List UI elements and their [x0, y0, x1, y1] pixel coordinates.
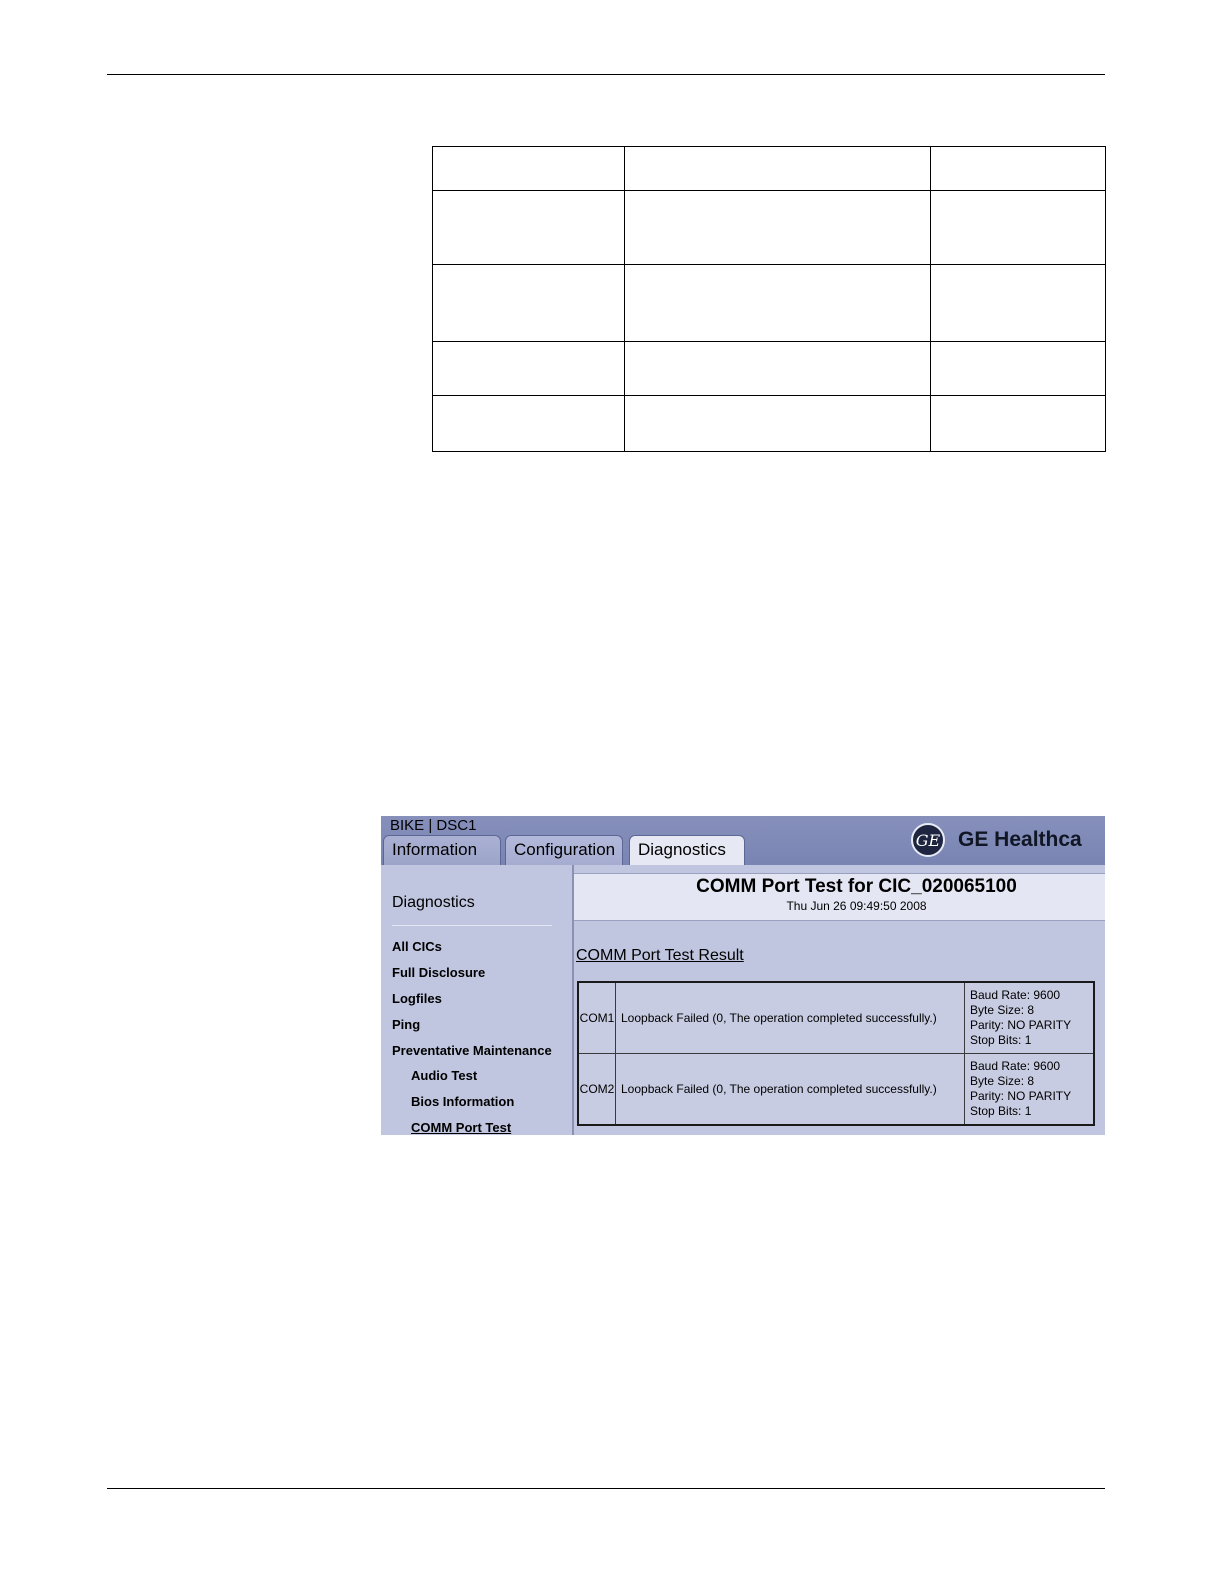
sidebar-item-full-disclosure[interactable]: Full Disclosure — [392, 965, 486, 980]
table-row — [578, 982, 1094, 1054]
table-cell — [625, 342, 931, 396]
parity: Parity: NO PARITY — [970, 1089, 1072, 1103]
table-cell — [931, 342, 1106, 396]
app-header — [381, 816, 1105, 865]
diagnostics-screenshot — [381, 816, 1105, 1135]
result-header — [574, 873, 1105, 921]
port-name: COM2 — [578, 1054, 616, 1126]
byte-size: Byte Size: 8 — [970, 1074, 1035, 1088]
table-cell — [931, 147, 1106, 191]
byte-size: Byte Size: 8 — [970, 1003, 1035, 1017]
baud-rate: Baud Rate: 9600 — [970, 1059, 1061, 1073]
port-status: Loopback Failed (0, The operation completed successfully.) — [616, 1054, 965, 1126]
table-cell — [625, 147, 931, 191]
sidebar-item-preventative-maintenance[interactable]: Preventative Maintenance — [392, 1043, 552, 1058]
document-table — [432, 146, 1106, 452]
sidebar — [381, 865, 574, 1135]
port-params — [965, 982, 1095, 1054]
port-results-table — [577, 981, 1095, 1126]
table-cell — [931, 265, 1106, 342]
stop-bits: Stop Bits: 1 — [970, 1104, 1032, 1118]
table-row — [433, 191, 1106, 265]
tab-diagnostics[interactable]: Diagnostics — [629, 835, 745, 866]
table-cell — [625, 265, 931, 342]
tab-information[interactable]: Information — [383, 835, 501, 865]
timestamp: Thu Jun 26 09:49:50 2008 — [786, 899, 927, 913]
page-title: COMM Port Test for CIC_020065100 — [696, 876, 1017, 897]
sidebar-item-comm-port-test[interactable]: COMM Port Test — [411, 1120, 512, 1135]
section-heading: COMM Port Test Result — [576, 947, 744, 964]
table-cell — [433, 342, 625, 396]
tab-configuration[interactable]: Configuration — [505, 835, 623, 865]
baud-rate: Baud Rate: 9600 — [970, 988, 1061, 1002]
sidebar-divider — [392, 925, 552, 926]
port-name: COM1 — [578, 982, 616, 1054]
table-cell — [433, 191, 625, 265]
table-cell — [433, 396, 625, 452]
sidebar-title: Diagnostics — [392, 894, 475, 911]
parity: Parity: NO PARITY — [970, 1018, 1072, 1032]
port-params — [965, 1054, 1095, 1126]
table-cell — [433, 265, 625, 342]
footer-rule — [107, 1488, 1105, 1489]
sidebar-item-bios-information[interactable]: Bios Information — [411, 1094, 515, 1109]
table-cell — [625, 191, 931, 265]
table-cell — [931, 396, 1106, 452]
sidebar-item-audio-test[interactable]: Audio Test — [411, 1068, 478, 1083]
brand-name: GE Healthca — [958, 828, 1082, 851]
ge-logo-icon: GE — [911, 823, 945, 857]
sidebar-item-logfiles[interactable]: Logfiles — [392, 991, 442, 1006]
stop-bits: Stop Bits: 1 — [970, 1033, 1032, 1047]
table-row — [433, 396, 1106, 452]
header-rule — [107, 74, 1105, 75]
table-row — [433, 147, 1106, 191]
main-content — [574, 865, 1105, 1135]
port-status: Loopback Failed (0, The operation completed successfully.) — [616, 982, 965, 1054]
table-cell — [433, 147, 625, 191]
table-cell — [625, 396, 931, 452]
sidebar-item-all-cics[interactable]: All CICs — [392, 939, 442, 954]
table-row — [433, 342, 1106, 396]
table-cell — [931, 191, 1106, 265]
app-title: BIKE | DSC1 — [390, 817, 477, 834]
sidebar-item-ping[interactable]: Ping — [392, 1017, 421, 1032]
table-row — [433, 265, 1106, 342]
table-row — [578, 1054, 1094, 1126]
